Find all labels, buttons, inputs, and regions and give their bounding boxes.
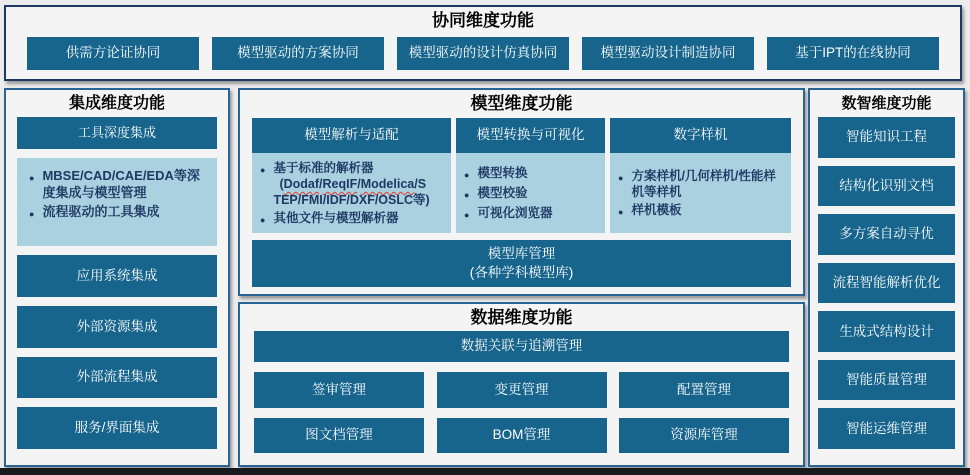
node-intelligent-ops-management: 智能运维管理	[818, 408, 955, 449]
node-change-management: 变更管理	[437, 372, 607, 408]
node-model-driven-design-sim-collab: 模型驱动的设计仿真协同	[397, 37, 569, 70]
panel-title-integration: 集成维度功能	[68, 95, 165, 112]
panel-collaboration-dimension	[4, 5, 962, 81]
bullet-text: 方案样机/几何样机/性能样机等样机	[631, 169, 776, 199]
bullet-icon	[618, 204, 623, 220]
list-item	[616, 202, 787, 220]
panel-title-digital-intelligence: 数智维度功能	[841, 95, 932, 112]
node-external-resource-integration: 外部资源集成	[17, 306, 217, 348]
node-signoff-management: 签审管理	[254, 372, 424, 408]
tool-integration-detail-box	[17, 158, 217, 246]
library-line1: 模型库管理	[487, 246, 556, 262]
bullet-icon	[618, 170, 623, 186]
parser-line1: 基于标准的解析器	[273, 161, 374, 175]
node-demand-supply-collab: 供需方论证协同	[27, 37, 199, 70]
panel-digital-intelligence-dimension	[808, 88, 965, 467]
paren: (	[279, 177, 284, 191]
digital-node-stack	[810, 117, 963, 459]
bullet-text: 流程驱动的工具集成	[42, 203, 160, 219]
bullet-text: MBSE/CAD/CAE/EDA等深度集成与模型管理	[42, 168, 200, 200]
list-item	[258, 160, 447, 208]
node-structured-document-recognition: 结构化识别文档	[818, 166, 955, 207]
bullet-icon	[464, 167, 469, 183]
separator: /	[357, 177, 361, 191]
data-row-2	[254, 418, 789, 454]
node-bom-management: BOM管理	[437, 418, 607, 454]
column-model-conversion	[456, 118, 605, 233]
bullet-text: 可视化浏览器	[477, 206, 553, 220]
node-ipt-online-collab: 基于IPT的在线协同	[767, 37, 939, 70]
bullet-text: 样机模板	[631, 203, 682, 217]
parser-tail: /S	[414, 177, 427, 191]
node-data-link-trace-management: 数据关联与追溯管理	[254, 331, 789, 362]
separator: /	[319, 177, 323, 191]
parser-line2	[273, 176, 429, 192]
bullet-icon	[260, 162, 265, 178]
column-digital-prototype	[610, 118, 791, 233]
node-service-ui-integration: 服务/界面集成	[17, 407, 217, 449]
model-columns	[252, 118, 791, 233]
panel-title-data: 数据维度功能	[470, 308, 573, 327]
bullet-icon	[29, 206, 34, 223]
node-model-conversion-visualization: 模型转换与可视化	[456, 118, 605, 153]
list-item	[27, 168, 211, 202]
node-model-parsing-adaptation: 模型解析与适配	[252, 118, 451, 153]
list-item	[616, 168, 787, 200]
node-tool-deep-integration: 工具深度集成	[17, 117, 217, 149]
panel-data-dimension	[238, 302, 805, 467]
list-item	[462, 165, 601, 183]
data-row-1	[254, 372, 789, 408]
parser-word-reqif: ReqIF	[322, 177, 358, 191]
bottom-edge-strip	[0, 468, 970, 475]
collaboration-node-row	[27, 37, 939, 70]
bullet-icon	[260, 212, 265, 228]
node-process-intelligent-parsing-optimization: 流程智能解析优化	[818, 263, 955, 304]
parser-word-dodaf: Dodaf	[283, 177, 320, 191]
node-model-driven-design-mfg-collab: 模型驱动设计制造协同	[582, 37, 754, 70]
list-item	[27, 204, 211, 223]
bullet-icon	[464, 207, 469, 223]
node-digital-prototype: 数字样机	[610, 118, 791, 153]
panel-integration-dimension	[4, 88, 230, 467]
bullet-text: 其他文件与模型解析器	[273, 211, 399, 225]
bullet-text: 模型转换	[477, 166, 528, 180]
model-parsing-detail-box	[252, 153, 451, 233]
node-multi-scheme-auto-optimization: 多方案自动寻优	[818, 214, 955, 255]
node-external-process-integration: 外部流程集成	[17, 357, 217, 399]
library-line2: (各种学科模型库)	[469, 264, 574, 280]
bullet-text: 模型校验	[477, 186, 528, 200]
bullet-icon	[464, 187, 469, 203]
panel-title-collaboration: 协同维度功能	[432, 11, 534, 30]
list-item	[258, 210, 447, 228]
node-application-system-integration: 应用系统集成	[17, 255, 217, 297]
bullet-icon	[29, 170, 34, 187]
node-model-library-management	[252, 240, 791, 287]
panel-model-dimension	[238, 88, 805, 296]
node-model-driven-scheme-collab: 模型驱动的方案协同	[212, 37, 384, 70]
panel-title-model: 模型维度功能	[470, 94, 573, 113]
parser-line3: TEP/FMI/IDF/DXF/OSLC等)	[273, 193, 430, 207]
model-conversion-detail-box	[456, 153, 605, 233]
column-model-parsing	[252, 118, 451, 233]
node-intelligent-quality-management: 智能质量管理	[818, 360, 955, 401]
data-node-grid	[240, 331, 803, 463]
integration-node-stack	[6, 117, 228, 459]
node-resource-library-management: 资源库管理	[619, 418, 789, 454]
node-configuration-management: 配置管理	[619, 372, 789, 408]
bullet-text	[273, 160, 429, 208]
list-item	[462, 205, 601, 223]
node-document-drawing-management: 图文档管理	[254, 418, 424, 454]
parser-word-modelica: Modelica	[360, 177, 415, 191]
digital-prototype-detail-box	[610, 153, 791, 233]
node-intelligent-knowledge-engineering: 智能知识工程	[818, 117, 955, 158]
node-generative-structure-design: 生成式结构设计	[818, 311, 955, 352]
list-item	[462, 185, 601, 203]
